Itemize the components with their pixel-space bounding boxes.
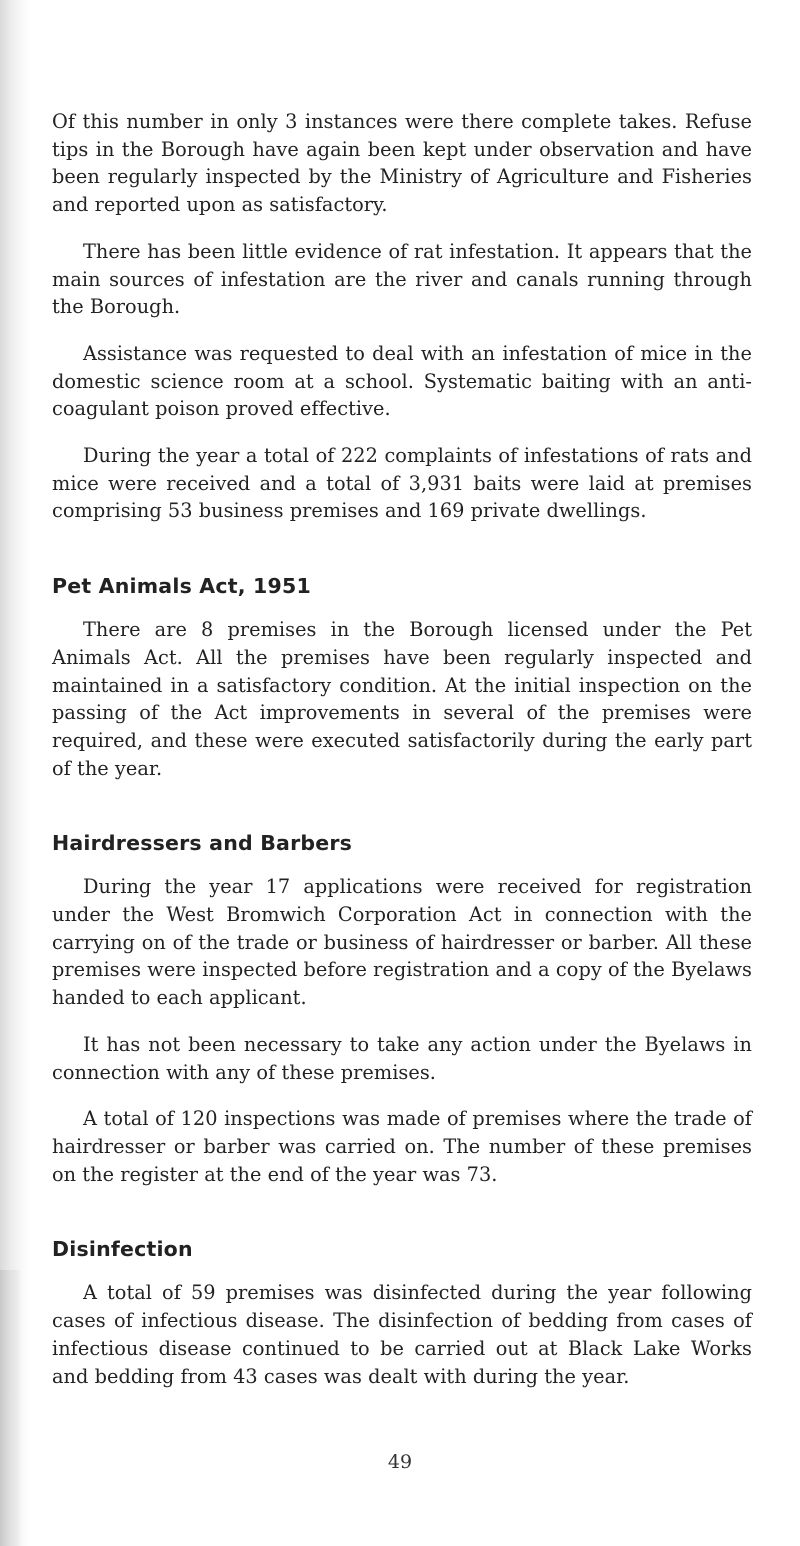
paragraph-hairdresser-inspections: A total of 120 inspections was made of premises where the trade of hairdresser or barber was carried on. The number of these premises on the register at the end of the year was 73. bbox=[52, 1107, 752, 1186]
paragraph-rat-infestation: There has been little evidence of rat infestation. It appears that the main sources of infestation are the river and canals running through the Borough. bbox=[52, 239, 752, 319]
scanned-page-edge-shadow-lower bbox=[0, 1270, 22, 1546]
paragraph-hairdresser-byelaws: It has not been necessary to take any action under the Byelaws in connection with any of these premises. bbox=[52, 1032, 752, 1084]
section-disinfection bbox=[52, 1235, 752, 1390]
section-pet-animals bbox=[52, 572, 752, 782]
page-number: 49 bbox=[387, 1451, 413, 1473]
paragraph-pet-animals: There are 8 premises in the Borough licensed under the Pet Animals Act. All the premises have been regularly inspected and maintained in a satisfactory condition. At the initial inspection on the passing of the Act improvements in several of the premises were required, and these were executed satisfactorily during the early part of the year. bbox=[52, 618, 752, 780]
heading-pet-animals-act: Pet Animals Act, 1951 bbox=[52, 574, 311, 599]
heading-disinfection: Disinfection bbox=[52, 1237, 193, 1262]
paragraph-complaints-total: During the year a total of 222 complaints of infestations of rats and mice were received and a total of 3,931 baits were laid at premises comprising 53 business premises and 169 private dwellings. bbox=[52, 444, 752, 523]
paragraph-refuse-tips: Of this number in only 3 instances were there complete takes. Refuse tips in the Borough have again been kept under observation and have been regularly inspected by the Ministry of Agriculture and Fisheries and reported upon as satisfactory. bbox=[52, 110, 752, 217]
paragraph-hairdresser-registration: During the year 17 applications were received for registration under the West Bromwich Corporation Act in connection with the carrying on of the trade or business of hairdresser or barber. All these premises were inspected before registration and a copy of the Byelaws handed to each applicant. bbox=[52, 875, 752, 1010]
paragraph-mice-infestation: Assistance was requested to deal with an infestation of mice in the domestic science room at a school. Systematic baiting with an anti-coagulant poison proved effective. bbox=[52, 341, 752, 421]
paragraph-disinfection: A total of 59 premises was disinfected during the year following cases of infectious disease. The disinfection of bedding from cases of infectious disease continued to be carried out at Black Lake Works and bedding from 43 cases was dealt with during the year. bbox=[52, 1281, 752, 1388]
document-body bbox=[52, 108, 752, 1390]
section-hairdressers bbox=[52, 829, 752, 1188]
heading-hairdressers-barbers: Hairdressers and Barbers bbox=[52, 831, 353, 856]
section-rodent-control bbox=[52, 108, 752, 525]
